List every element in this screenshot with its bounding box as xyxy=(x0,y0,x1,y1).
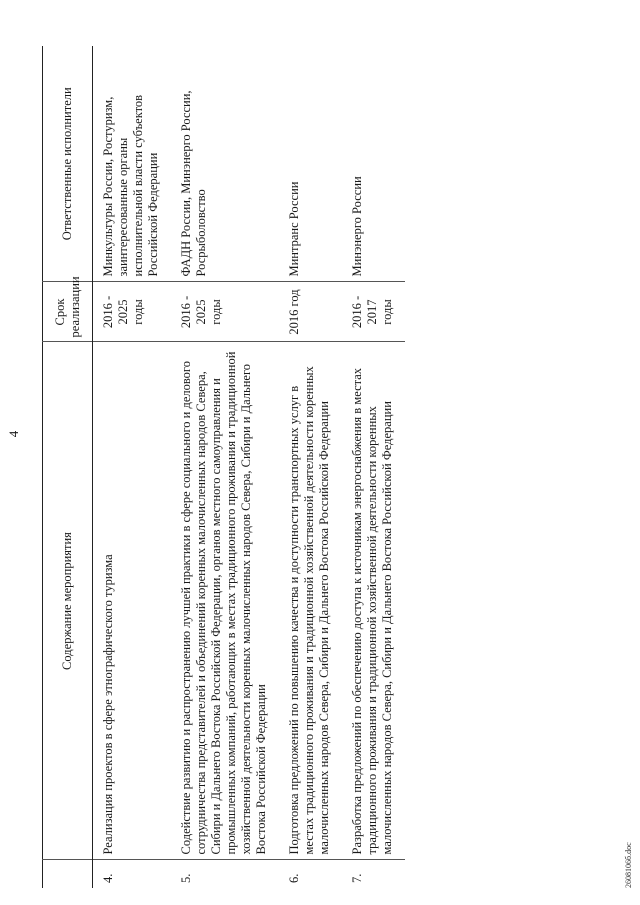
row-content: Разработка предложений по обеспечению доступа к источникам энергоснабжения в местах традиционного проживания и традиционной хозяйственной деятельности коренных малочисленных народов Севера, Сибири и Дальнего Востока Российской Федерации xyxy=(342,342,405,860)
row-term: 2016 - 2025 годы xyxy=(93,282,172,342)
row-content: Реализация проектов в сфере этнографического туризма xyxy=(93,342,172,860)
table-row xyxy=(279,46,342,888)
row-term: 2016 год xyxy=(279,282,342,342)
table-row xyxy=(171,46,279,888)
table-row xyxy=(93,46,172,888)
activities-table xyxy=(42,46,405,888)
header-number xyxy=(43,860,93,888)
row-number: 6. xyxy=(279,860,342,888)
row-responsible: Минкультуры России, Ростуризм, заинтересованные органы исполнительной власти субъектов Российской Федерации xyxy=(93,46,172,282)
row-number: 5. xyxy=(171,860,279,888)
page-number: 4 xyxy=(6,430,21,438)
row-responsible: Минэнерго России xyxy=(342,46,405,282)
row-content: Подготовка предложений по повышению качества и доступности транспортных услуг в местах традиционного проживания и традиционной хозяйственной деятельности коренных малочисленных народов Севера, Сибири и Дальнего Востока Российской Федерации xyxy=(279,342,342,860)
row-number: 4. xyxy=(93,860,172,888)
row-responsible: ФАДН России, Минэнерго России, Росрыболовство xyxy=(171,46,279,282)
header-responsible: Ответственные исполнители xyxy=(43,46,93,282)
table-row xyxy=(342,46,405,888)
row-content: Содействие развитию и распространению лучшей практики в сфере социального и делового сотрудничества представителей и объединений коренных малочисленных народов Севера, Сибири и Дальнего Востока Российской Федерации, органов местного самоуправления и промышленных компаний, работающих в местах традиционного проживания и традиционной хозяйственной деятельности коренных малочисленных народов Севера, Сибири и Дальнего Востока Российской Федерации xyxy=(171,342,279,860)
row-number: 7. xyxy=(342,860,405,888)
row-term: 2016 - 2025 годы xyxy=(171,282,279,342)
table-header-row xyxy=(43,46,93,888)
row-responsible: Минтранс России xyxy=(279,46,342,282)
footer-document-code: 2608106б.doc xyxy=(624,842,633,888)
row-term: 2016 - 2017 годы xyxy=(342,282,405,342)
header-term: Срок реализации xyxy=(43,282,93,342)
header-content: Содержание мероприятия xyxy=(43,342,93,860)
